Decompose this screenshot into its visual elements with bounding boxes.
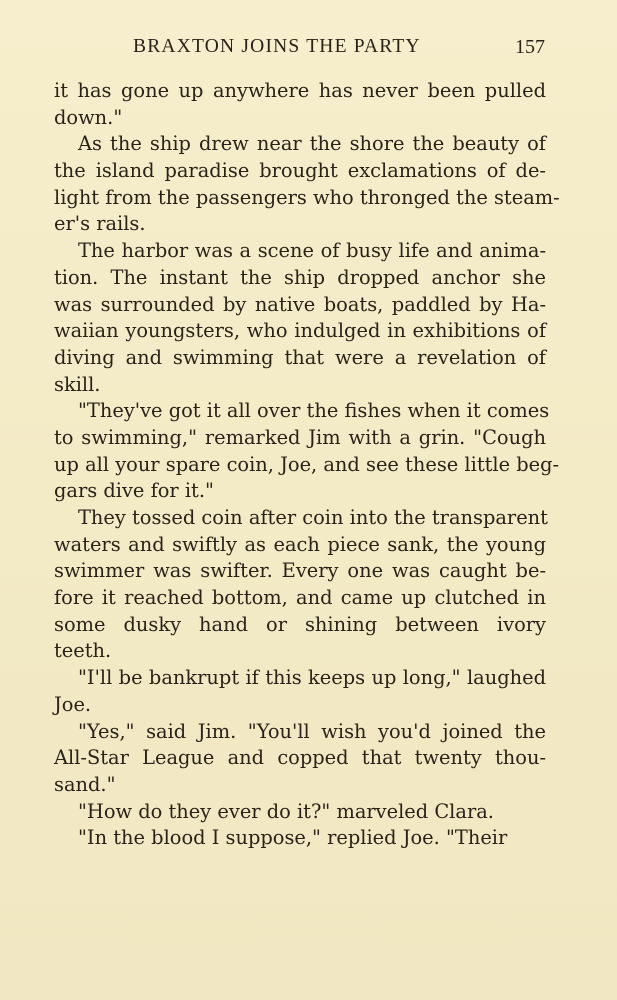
text-line: was surrounded by native boats, paddled by Ha- [54,292,546,316]
text-line: "How do they ever do it?" marveled Clara. [78,799,494,823]
text-line: fore it reached bottom, and came up clutched in [54,586,546,610]
text-line: The harbor was a scene of busy life and anima- [78,239,546,263]
text-line: teeth. [54,639,112,663]
text-line: waiian youngsters, who indulged in exhibitions of [54,319,546,343]
text-line: it has gone up anywhere has never been pulled [54,79,546,102]
text-line: down." [54,105,123,129]
text-line: some dusky hand or shining between ivory [54,612,546,636]
text-line: light from the passengers who thronged the steam- [54,185,560,209]
text-line: the island paradise brought exclamations of de- [54,159,546,183]
text-line: "In the blood I suppose," replied Joe. "Their [78,826,508,850]
text-line: up all your spare coin, Joe, and see these little beg- [54,452,560,476]
text-line: They tossed coin after coin into the transparent [78,506,548,529]
text-line: sand." [54,772,116,796]
text-line: All-Star League and copped that twenty thou- [54,746,546,770]
text-line: Joe. [54,692,92,716]
text-line: "They've got it all over the fishes when it comes [78,399,550,423]
text-line: As the ship drew near the shore the beauty of [78,132,546,156]
text-line: tion. The instant the ship dropped anchor she [54,265,546,289]
page-header [55,30,545,64]
text-line: skill. [54,372,101,396]
text-line: "I'll be bankrupt if this keeps up long," laughed [78,666,546,690]
body-text [54,78,560,852]
text-line: swimmer was swifter. Every one was caught be- [54,559,546,583]
page-number: 157 [515,36,545,58]
text-line: gars dive for it." [54,479,214,503]
text-line: waters and swiftly as each piece sank, the young [54,532,546,556]
running-head: BRAXTON JOINS THE PARTY [133,36,421,57]
text-line: to swimming," remarked Jim with a grin. "Cough [54,425,546,449]
text-line: diving and swimming that were a revelation of [54,345,546,369]
text-line: "Yes," said Jim. "You'll wish you'd joined the [78,719,546,743]
text-line: er's rails. [54,212,146,236]
